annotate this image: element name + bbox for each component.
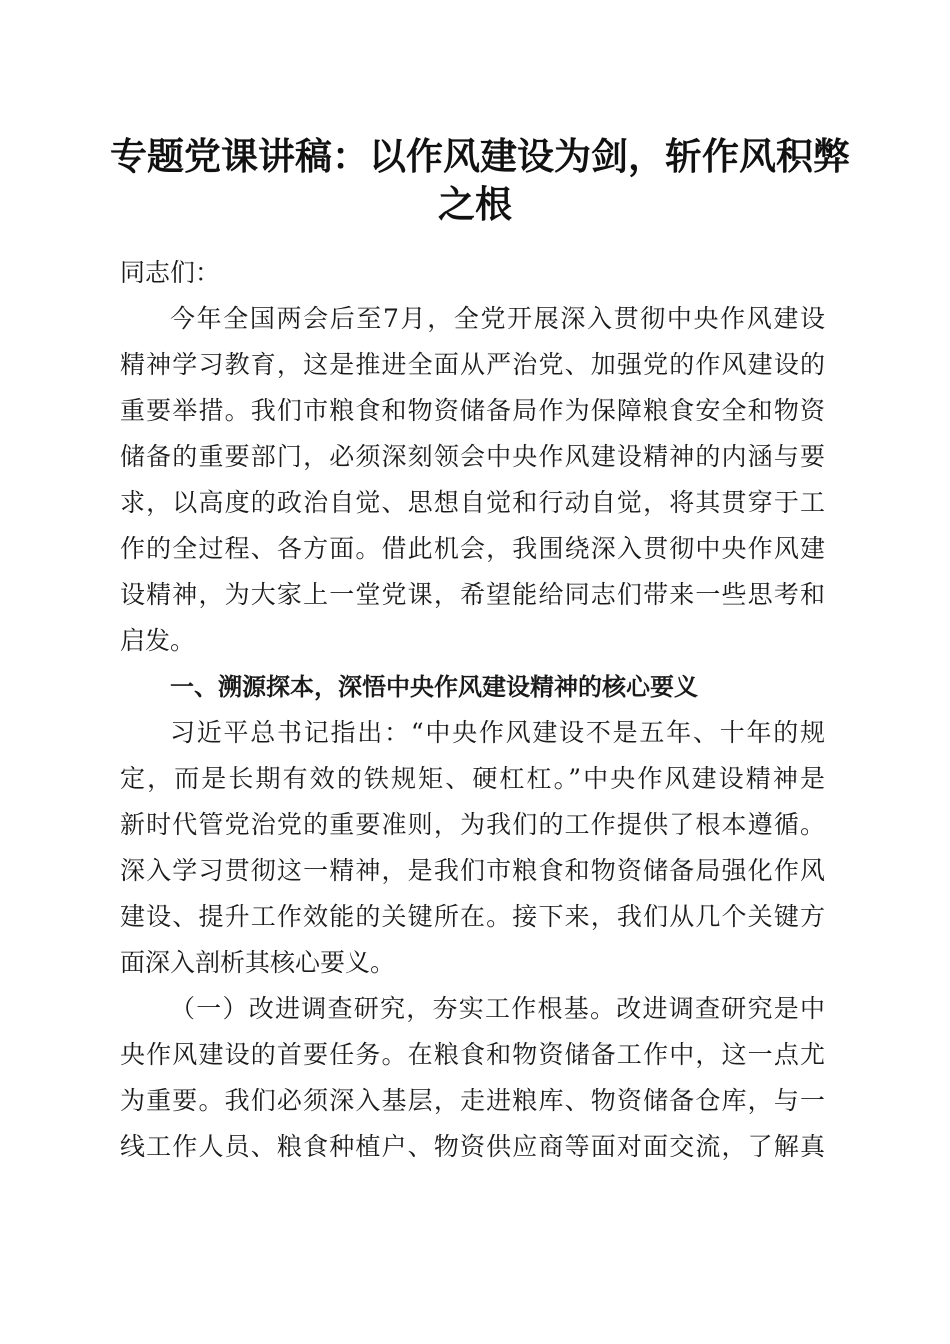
paragraph-line: 精神学习教育，这是推进全面从严治党、加强党的作风建设的 (120, 350, 825, 379)
paragraph-line: （一）改进调查研究，夯实工作根基。改进调查研究是中 (170, 994, 825, 1023)
title-line: 专题党课讲稿：以作风建设为剑，斩作风积弊 (110, 134, 850, 178)
paragraph-line: 今年全国两会后至7月，全党开展深入贯彻中央作风建设 (170, 304, 825, 333)
section-heading: 一、溯源探本，深悟中央作风建设精神的核心要义 (170, 673, 698, 701)
paragraph-line: 求，以高度的政治自觉、思想自觉和行动自觉，将其贯穿于工 (120, 488, 825, 517)
paragraph-line: 设精神，为大家上一堂党课，希望能给同志们带来一些思考和 (120, 580, 825, 609)
document-title (110, 132, 850, 228)
paragraph-line: 习近平总书记指出：“中央作风建设不是五年、十年的规 (170, 718, 825, 747)
paragraph-line: 重要举措。我们市粮食和物资储备局作为保障粮食安全和物资 (120, 396, 825, 425)
paragraph-line: 作的全过程、各方面。借此机会，我围绕深入贯彻中央作风建 (120, 534, 825, 563)
paragraph-line: 建设、提升工作效能的关键所在。接下来，我们从几个关键方 (120, 902, 825, 931)
paragraph-line: 面深入剖析其核心要义。 (120, 948, 396, 977)
paragraph-line: 启发。 (120, 626, 196, 655)
paragraph-line: 线工作人员、粮食种植户、物资供应商等面对面交流，了解真 (120, 1132, 825, 1161)
paragraph-line: 为重要。我们必须深入基层，走进粮库、物资储备仓库，与一 (120, 1086, 825, 1115)
paragraph-line: 储备的重要部门，必须深刻领会中央作风建设精神的内涵与要 (120, 442, 825, 471)
paragraph-line: 定，而是长期有效的铁规矩、硬杠杠。”中央作风建设精神是 (120, 764, 825, 793)
title-line: 之根 (438, 182, 512, 226)
paragraph-line: 新时代管党治党的重要准则，为我们的工作提供了根本遵循。 (120, 810, 825, 839)
salutation: 同志们： (120, 258, 221, 287)
paragraph-line: 深入学习贯彻这一精神，是我们市粮食和物资储备局强化作风 (120, 856, 825, 885)
paragraph-line: 央作风建设的首要任务。在粮食和物资储备工作中，这一点尤 (120, 1040, 825, 1069)
document-body (120, 250, 825, 1170)
